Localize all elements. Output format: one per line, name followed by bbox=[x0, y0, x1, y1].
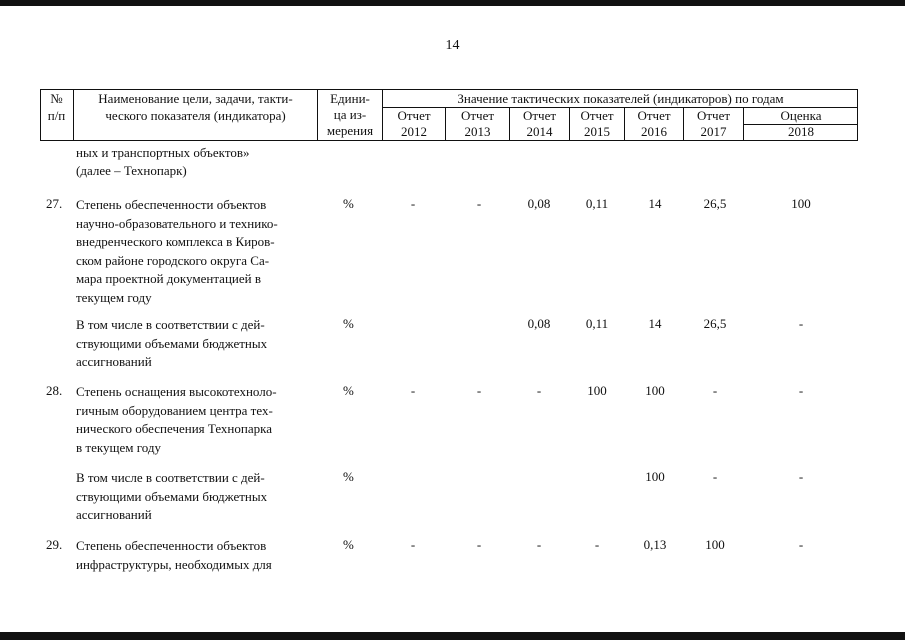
desc-line: нического обеспечения Технопарка bbox=[76, 421, 273, 436]
desc-line: ассигнований bbox=[76, 507, 152, 522]
row-description bbox=[76, 316, 318, 372]
row-number: 27. bbox=[46, 196, 63, 211]
row-unit: % bbox=[343, 383, 354, 398]
value-2014: 0,08 bbox=[527, 316, 551, 331]
value-2017: 100 bbox=[705, 537, 725, 552]
value-2018: - bbox=[798, 537, 804, 552]
row-unit: % bbox=[343, 469, 354, 484]
value-2018: 100 bbox=[791, 196, 811, 211]
desc-line: научно-образовательного и технико- bbox=[76, 215, 278, 231]
value-2013: - bbox=[476, 196, 482, 211]
desc-line: ском районе городского округа Са- bbox=[76, 252, 270, 268]
value-2014: - bbox=[536, 383, 542, 398]
row-unit: % bbox=[343, 316, 354, 331]
value-2012: - bbox=[410, 537, 416, 552]
value-2014: - bbox=[536, 537, 542, 552]
desc-line: Степень обеспеченности объектов bbox=[76, 538, 267, 553]
value-2016: 14 bbox=[648, 316, 662, 331]
row-unit: % bbox=[343, 196, 354, 211]
desc-line: в текущем году bbox=[76, 439, 161, 455]
value-2018: - bbox=[798, 469, 804, 484]
desc-line: В том числе в соответствии с дей- bbox=[76, 470, 265, 485]
value-2013: - bbox=[476, 537, 482, 552]
header-year-label: Оценка bbox=[780, 108, 822, 123]
header-year-label: Отчет bbox=[460, 108, 495, 123]
row-description bbox=[76, 469, 318, 525]
value-2013: - bbox=[476, 383, 482, 398]
value-2017: 26,5 bbox=[703, 316, 727, 331]
desc-line: внедренческого комплекса в Киров- bbox=[76, 234, 275, 249]
value-2015: 0,11 bbox=[585, 316, 609, 331]
header-num: п/п bbox=[47, 108, 66, 123]
continuation-line: ных и транспортных объектов» bbox=[76, 145, 250, 160]
top-border bbox=[0, 0, 905, 6]
value-2016: 14 bbox=[648, 196, 662, 211]
value-2017: 26,5 bbox=[703, 196, 727, 211]
desc-line: Степень оснащения высокотехноло- bbox=[76, 384, 277, 399]
desc-line: текущем году bbox=[76, 289, 152, 305]
value-2012: - bbox=[410, 196, 416, 211]
header-year: 2015 bbox=[584, 124, 610, 139]
row-number: 29. bbox=[46, 537, 63, 552]
value-2012: - bbox=[410, 383, 416, 398]
value-2016: 100 bbox=[645, 383, 665, 398]
header-year-label: Отчет bbox=[397, 108, 431, 123]
page-number: 14 bbox=[445, 38, 460, 53]
value-2018: - bbox=[798, 383, 804, 398]
header-year-label: Отчет bbox=[637, 108, 671, 123]
row-description bbox=[76, 383, 318, 457]
desc-line: мара проектной документацией в bbox=[76, 271, 261, 286]
value-2015: 100 bbox=[587, 383, 607, 398]
desc-line: ствующими объемами бюджетных bbox=[76, 488, 268, 504]
header-unit: мерения bbox=[326, 123, 374, 138]
desc-line: гичным оборудованием центра тех- bbox=[76, 402, 273, 418]
row-number: 28. bbox=[46, 383, 63, 398]
value-2015: - bbox=[594, 537, 600, 552]
value-2015: 0,11 bbox=[585, 196, 609, 211]
value-2016: 0,13 bbox=[643, 537, 667, 552]
header-year: 2012 bbox=[401, 124, 427, 139]
value-2018: - bbox=[798, 316, 804, 331]
value-2016: 100 bbox=[645, 469, 665, 484]
row-unit: % bbox=[343, 537, 354, 552]
header-year-label: Отчет bbox=[696, 108, 731, 123]
row-description bbox=[76, 537, 318, 574]
value-2017: - bbox=[712, 469, 718, 484]
header-name: ческого показателя (индикатора) bbox=[105, 108, 286, 123]
header-year: 2013 bbox=[464, 124, 491, 139]
desc-line: ассигнований bbox=[76, 354, 152, 369]
header-unit: ца из- bbox=[333, 107, 367, 122]
value-2017: - bbox=[712, 383, 718, 398]
bottom-border bbox=[0, 632, 905, 640]
header-num: № bbox=[50, 91, 63, 106]
row-description bbox=[76, 196, 318, 307]
header-year: 2017 bbox=[700, 124, 727, 139]
header-year-label: Отчет bbox=[580, 108, 614, 123]
table-header bbox=[40, 89, 858, 141]
header-year: 2016 bbox=[641, 124, 667, 139]
continuation-line: (далее – Технопарк) bbox=[76, 163, 187, 178]
desc-line: В том числе в соответствии с дей- bbox=[76, 317, 265, 332]
header-year: 2014 bbox=[526, 124, 553, 139]
header-year: 2018 bbox=[788, 124, 814, 139]
value-2014: 0,08 bbox=[527, 196, 551, 211]
desc-line: ствующими объемами бюджетных bbox=[76, 335, 268, 351]
header-name: Наименование цели, задачи, такти- bbox=[98, 91, 293, 106]
header-unit: Едини- bbox=[330, 91, 370, 106]
desc-line: Степень обеспеченности объектов bbox=[76, 197, 267, 212]
header-year-label: Отчет bbox=[522, 108, 557, 123]
desc-line: инфраструктуры, необходимых для bbox=[76, 556, 272, 572]
header-values-title: Значение тактических показателей (индикаторов) по годам bbox=[457, 91, 784, 106]
